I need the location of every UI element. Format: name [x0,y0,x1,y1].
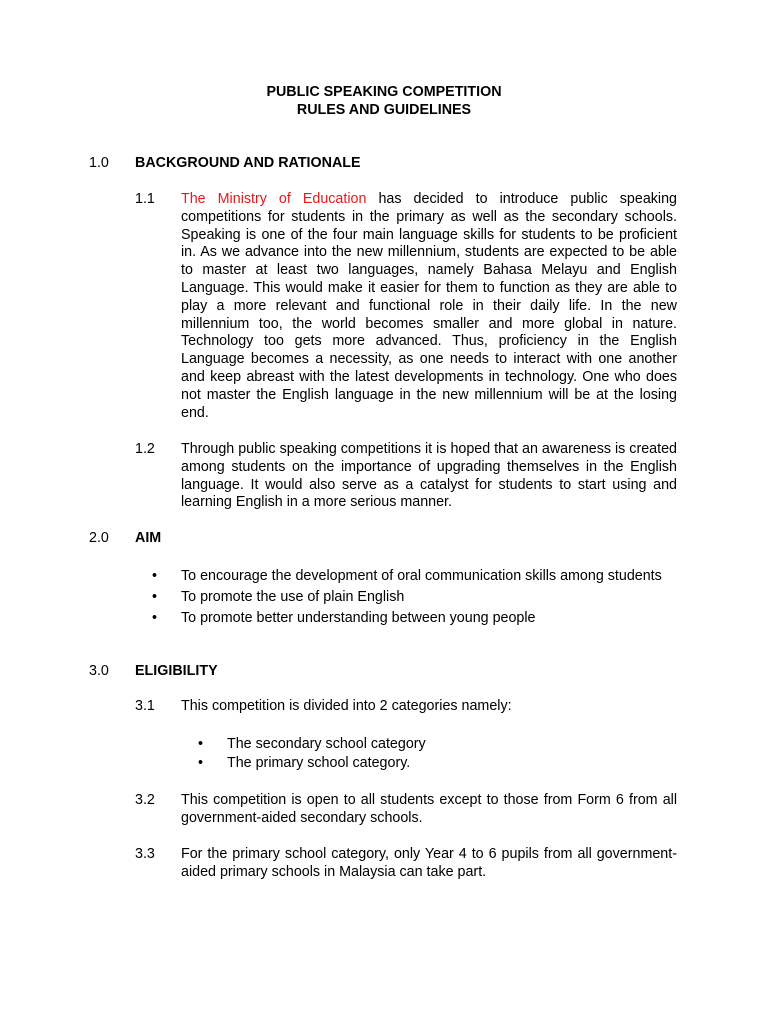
paragraph-text: For the primary school category, only Year 4 to 6 pupils from all government-aided primary schools in Malaysia can take part. [181,846,677,880]
section-title: ELIGIBILITY [135,663,218,679]
section-number: 2.0 [89,530,109,546]
section-title: AIM [135,530,162,546]
paragraph-number: 1.1 [135,191,155,207]
bullet-icon: • [198,736,204,752]
bullet-icon: • [152,588,158,605]
list-item: • The secondary school category [198,736,426,752]
paragraph-text: This competition is divided into 2 categories namely: [181,698,512,714]
list-item: • To promote better understanding between young people [152,609,536,626]
bullet-icon: • [198,754,204,771]
list-item: • To promote the use of plain English [152,588,405,605]
ministry-highlight: The Ministry of Education [181,191,367,207]
section-number: 3.0 [89,663,109,679]
paragraph-text [181,191,677,422]
category-list [198,736,677,774]
paragraph-number: 3.1 [135,698,155,714]
bullet-icon: • [152,568,158,584]
paragraph-body: has decided to introduce public speaking competitions for students in the primary as well as the secondary schools. Speaking is one of the four main language skills for students to be proficient in. As we advance into the new millennium, students are expected to be able to master at least two languages, namely Bahasa Melayu and English Language. This would make it easier for them to function as they are able to play a more relevant and functional role in their daily life. In the new millennium too, the world becomes smaller and more global in nature. Technology too gets more advanced. Thus, proficiency in the English Language becomes a necessity, as one needs to interact with one another and keep abreast with the latest developments in technology. One who does not master the English language in the new millennium will be at the losing end. [181,191,678,421]
paragraph-number: 3.3 [135,846,155,862]
aim-list [152,568,677,630]
paragraph-text: This competition is open to all students except to those from Form 6 from all government-aided secondary schools. [181,792,677,826]
title-line-1: PUBLIC SPEAKING COMPETITION [266,84,502,100]
document-title [0,84,768,120]
paragraph-text: Through public speaking competitions it is hoped that an awareness is created among students on the importance of upgrading themselves in the English language. It would also serve as a catalyst for students to start using and learning English in a more serious manner. [181,441,677,511]
list-item: • To encourage the development of oral communication skills among students [152,568,662,584]
paragraph-number: 3.2 [135,792,155,808]
paragraph-number: 1.2 [135,441,155,457]
section-number: 1.0 [89,155,109,171]
list-item: • The primary school category. [198,754,411,771]
title-line-2: RULES AND GUIDELINES [296,102,472,118]
bullet-icon: • [152,609,158,626]
section-title: BACKGROUND AND RATIONALE [135,155,361,171]
